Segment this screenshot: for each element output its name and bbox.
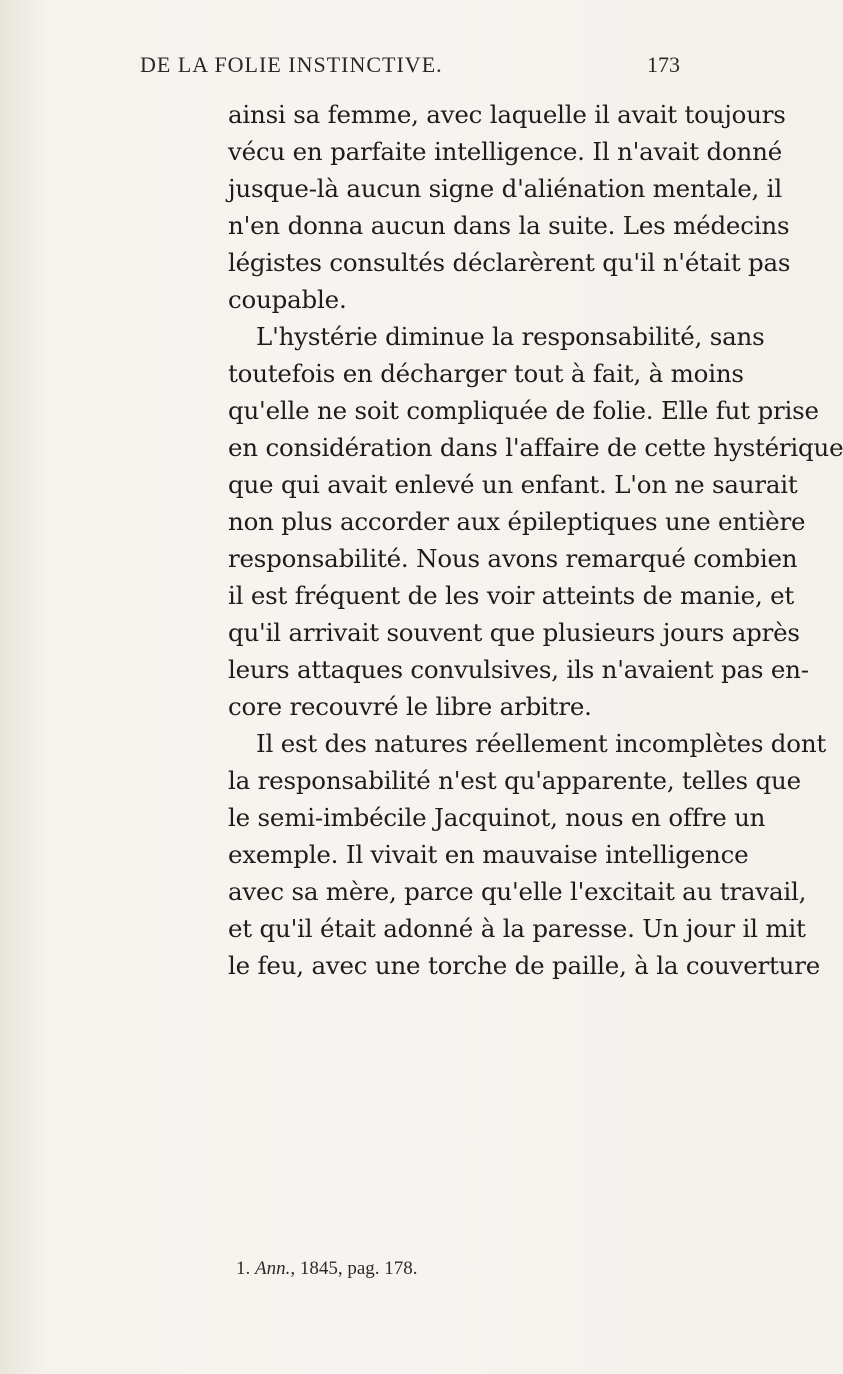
text-line: il est fréquent de les voir atteints de manie, et <box>228 581 795 610</box>
text-line: leurs attaques convulsives, ils n'avaient pas en- <box>228 655 809 684</box>
footnote-number: 1. <box>236 1258 251 1279</box>
running-head <box>100 52 680 82</box>
text-line: Il est des natures réellement incomplètes dont <box>256 729 827 758</box>
text-line: légistes consultés déclarèrent qu'il n'était pas <box>228 248 791 277</box>
text-line: core recouvré le libre arbitre. <box>228 692 592 721</box>
footnote-details: , 1845, pag. 178. <box>290 1258 418 1279</box>
text-line: jusque-là aucun signe d'aliénation mentale, il <box>228 174 782 203</box>
page-number: 173 <box>647 52 680 77</box>
running-title: DE LA FOLIE INSTINCTIVE. <box>140 52 443 77</box>
text-line: non plus accorder aux épileptiques une entière <box>228 507 806 536</box>
footnote <box>236 1258 418 1280</box>
text-line: qu'elle ne soit compliquée de folie. Elle fut prise <box>228 396 819 425</box>
text-line: avec sa mère, parce qu'elle l'excitait au travail, <box>228 877 807 906</box>
text-line: en considération dans l'affaire de cette hystérique <box>228 433 843 462</box>
text-line: qu'il arrivait souvent que plusieurs jours après <box>228 618 800 647</box>
text-line: exemple. Il vivait en mauvaise intelligence <box>228 840 749 869</box>
body-text <box>228 96 843 984</box>
text-line: et qu'il était adonné à la paresse. Un jour il mit <box>228 914 806 943</box>
text-line: que qui avait enlevé un enfant. L'on ne saurait <box>228 470 798 499</box>
text-line: L'hystérie diminue la responsabilité, sans <box>256 322 765 351</box>
footnote-source: Ann. <box>255 1258 291 1279</box>
text-line: la responsabilité n'est qu'apparente, telles que <box>228 766 801 795</box>
text-line: ainsi sa femme, avec laquelle il avait toujours <box>228 100 786 129</box>
text-line: responsabilité. Nous avons remarqué combien <box>228 544 798 573</box>
text-line: le feu, avec une torche de paille, à la couverture <box>228 951 821 980</box>
text-line: coupable. <box>228 285 347 314</box>
text-line: n'en donna aucun dans la suite. Les médecins <box>228 211 790 240</box>
text-line: vécu en parfaite intelligence. Il n'avait donné <box>228 137 782 166</box>
text-line: le semi-imbécile Jacquinot, nous en offre un <box>228 803 766 832</box>
text-line: toutefois en décharger tout à fait, à moins <box>228 359 744 388</box>
